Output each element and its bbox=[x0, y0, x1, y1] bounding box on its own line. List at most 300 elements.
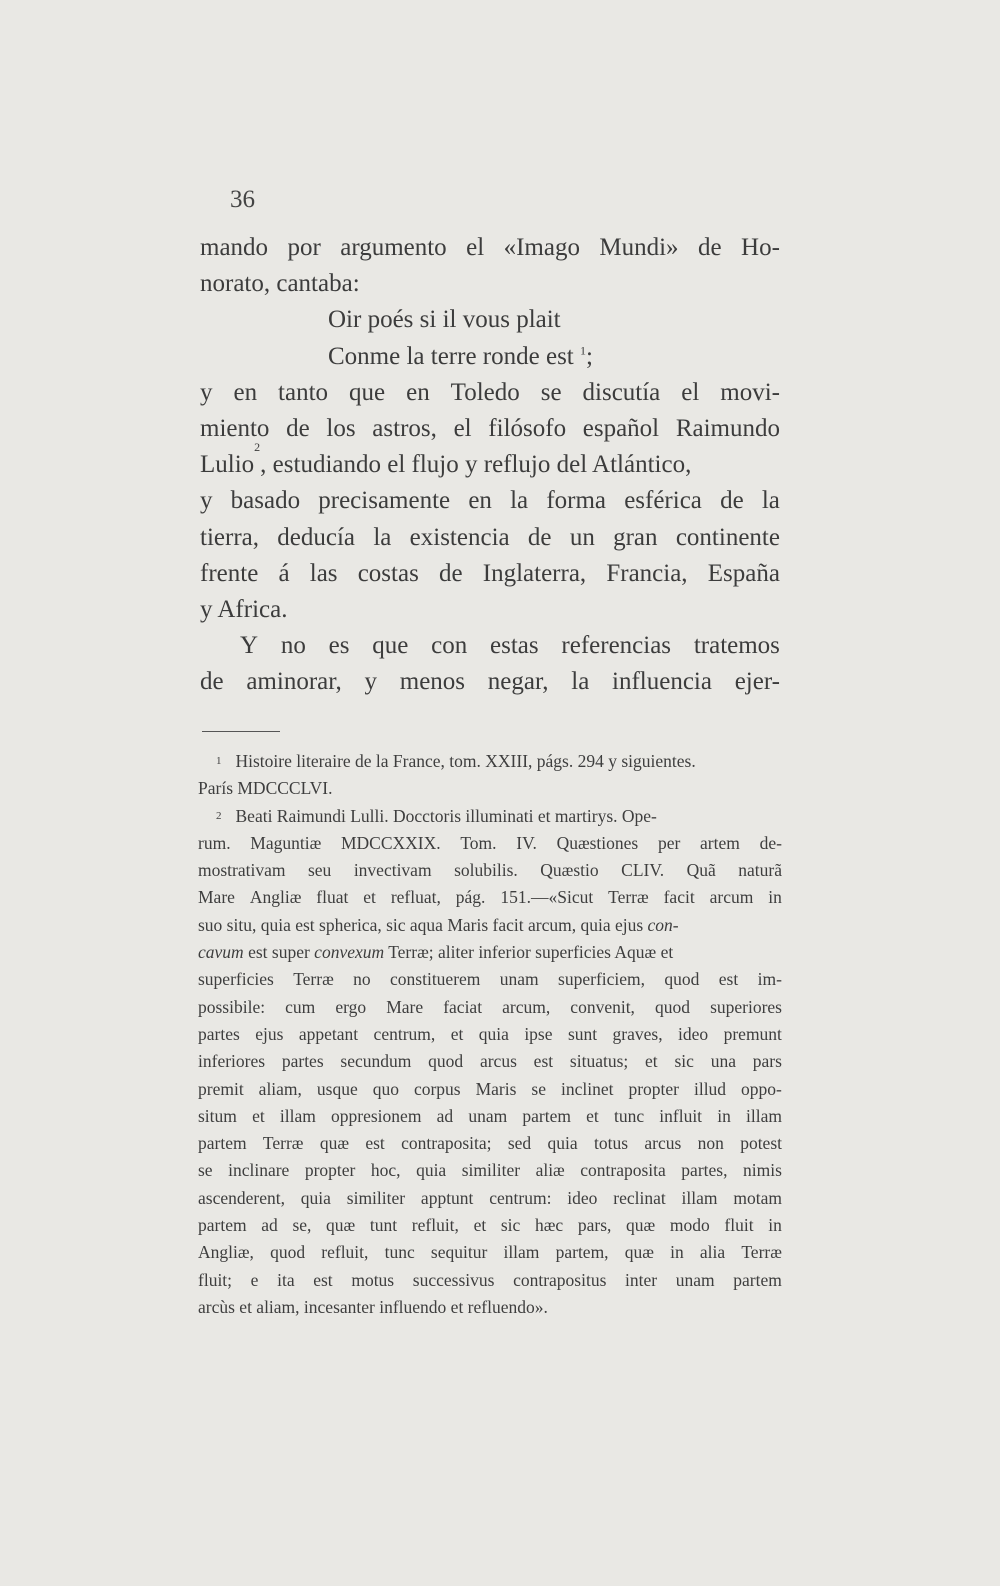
footnote-line bbox=[198, 939, 782, 966]
word: se, bbox=[292, 1215, 312, 1236]
word: CLIV. bbox=[621, 860, 665, 881]
text-line-content: y Africa. bbox=[200, 596, 288, 624]
word: precisamente bbox=[318, 487, 451, 515]
word: un bbox=[569, 523, 595, 551]
verse-line bbox=[200, 339, 780, 375]
word: propter bbox=[628, 1078, 679, 1099]
word: Terræ bbox=[293, 969, 334, 990]
italic-word: convexum bbox=[314, 942, 385, 963]
word: per bbox=[657, 832, 681, 853]
word: astros, bbox=[372, 415, 437, 443]
word: secundum bbox=[340, 1051, 412, 1072]
word: arcum, bbox=[502, 996, 551, 1017]
word: se bbox=[198, 1160, 213, 1181]
word: el bbox=[453, 415, 472, 443]
word: mando bbox=[200, 234, 269, 261]
word: pars, bbox=[577, 1215, 612, 1236]
word: centrum, bbox=[373, 1023, 436, 1044]
word: Angliæ bbox=[249, 887, 302, 908]
footnote-line bbox=[198, 830, 782, 857]
text-line bbox=[200, 592, 780, 628]
footnote-line bbox=[198, 994, 782, 1021]
text-line-content: , estudiando el flujo y reflujo del Atlántico, bbox=[260, 451, 692, 479]
word: contraposita bbox=[580, 1160, 666, 1181]
word: 151.—«Sicut bbox=[500, 887, 594, 908]
word: ad bbox=[261, 1215, 278, 1236]
word: unam bbox=[675, 1269, 715, 1290]
word: en bbox=[468, 487, 492, 515]
word: et bbox=[473, 1215, 487, 1236]
word: Toledo bbox=[450, 378, 520, 406]
word: gran bbox=[613, 523, 658, 551]
italic-word: con- bbox=[647, 914, 679, 935]
footnote-line bbox=[198, 775, 782, 802]
text-line bbox=[200, 375, 780, 411]
word: tunc bbox=[384, 1242, 415, 1263]
footnote-line bbox=[198, 1212, 782, 1239]
word: illam bbox=[279, 1105, 316, 1126]
footnote-text: Histoire literaire de la France, tom. XXIII, págs. 294 y siguientes. bbox=[235, 751, 696, 771]
word: solubilis. bbox=[454, 860, 518, 881]
word: se bbox=[540, 378, 562, 406]
text-line bbox=[200, 266, 780, 302]
footnote-text bbox=[198, 912, 679, 939]
word: ideo bbox=[678, 1023, 709, 1044]
word: oppo- bbox=[741, 1078, 782, 1099]
word: el bbox=[466, 234, 485, 261]
word: IV. bbox=[516, 832, 537, 853]
footnote-line bbox=[198, 1185, 782, 1212]
word: quod bbox=[270, 1242, 306, 1263]
word: argumento bbox=[340, 234, 447, 261]
text-line-content bbox=[200, 411, 780, 447]
word: illam bbox=[681, 1187, 718, 1208]
footnote-text bbox=[198, 884, 782, 911]
word: las bbox=[309, 559, 338, 587]
word: est bbox=[718, 969, 739, 990]
word: filósofo bbox=[488, 415, 567, 443]
word: existencia bbox=[409, 523, 510, 551]
word: artem bbox=[700, 832, 740, 853]
footnote-line bbox=[198, 857, 782, 884]
word: sunt bbox=[567, 1023, 598, 1044]
word: quia bbox=[478, 1023, 509, 1044]
word: quæ bbox=[326, 1215, 356, 1236]
word: miento bbox=[200, 415, 270, 443]
word: refluat, bbox=[390, 887, 441, 908]
word: Maris bbox=[475, 1078, 517, 1099]
footnote-text: París MDCCCLVI. bbox=[198, 778, 333, 799]
word: premit bbox=[198, 1078, 244, 1099]
word: Inglaterra, bbox=[482, 559, 587, 587]
word: corpus bbox=[413, 1078, 461, 1099]
word: Maguntiæ bbox=[250, 832, 322, 853]
word: forma bbox=[546, 487, 607, 515]
text-line-content: norato, cantaba: bbox=[200, 270, 360, 298]
word: propter bbox=[304, 1160, 356, 1181]
word: appetant bbox=[298, 1023, 359, 1044]
word: et bbox=[645, 1051, 658, 1072]
word: Quæstiones bbox=[556, 832, 639, 853]
word: no bbox=[280, 632, 306, 660]
word: in bbox=[717, 1105, 731, 1126]
word: hoc, bbox=[370, 1160, 401, 1181]
footnote-line bbox=[198, 966, 782, 993]
word: influencia bbox=[612, 668, 712, 696]
footnote-text bbox=[198, 1267, 782, 1294]
text-line-content bbox=[200, 664, 780, 700]
footnote-line bbox=[198, 1267, 782, 1294]
word: centrum: bbox=[489, 1187, 552, 1208]
word: quia bbox=[416, 1160, 447, 1181]
word: discutía bbox=[582, 378, 661, 406]
footnote-line bbox=[198, 803, 782, 830]
word: los bbox=[326, 415, 356, 443]
footnote-line bbox=[198, 1157, 782, 1184]
word: Terræ bbox=[262, 1133, 304, 1154]
word: de- bbox=[759, 832, 782, 853]
word: et bbox=[363, 887, 376, 908]
word: non bbox=[697, 1133, 724, 1154]
word: nimis bbox=[742, 1160, 782, 1181]
word: aminorar, bbox=[246, 668, 342, 696]
footnote-ref: 2 bbox=[254, 440, 261, 455]
word: unam bbox=[499, 969, 539, 990]
word: apptunt bbox=[420, 1187, 474, 1208]
word: Mundi» bbox=[599, 234, 679, 261]
word: arcus bbox=[479, 1051, 517, 1072]
footnote-line bbox=[198, 884, 782, 911]
footnote-line bbox=[198, 1130, 782, 1157]
word: partes bbox=[198, 1023, 240, 1044]
word: Quã bbox=[686, 860, 716, 881]
word: partes bbox=[281, 1051, 324, 1072]
text-line bbox=[200, 556, 780, 592]
word: costas bbox=[357, 559, 419, 587]
text-line-content bbox=[200, 556, 780, 592]
word: la bbox=[373, 523, 392, 551]
footnote-2 bbox=[198, 803, 657, 830]
word: ita bbox=[277, 1269, 295, 1290]
footnote-line bbox=[198, 1048, 782, 1075]
text-line-content bbox=[240, 628, 780, 664]
word: motus bbox=[351, 1269, 395, 1290]
footnote-text bbox=[198, 1212, 782, 1239]
word: partem bbox=[198, 1133, 247, 1154]
footnote-text bbox=[198, 1185, 782, 1212]
word: á bbox=[278, 559, 290, 587]
word: Terræ bbox=[741, 1242, 782, 1263]
word: Francia, bbox=[606, 559, 688, 587]
footnote-text bbox=[198, 1076, 782, 1103]
word: por bbox=[287, 234, 321, 261]
word: Terræ bbox=[608, 887, 649, 908]
word: de bbox=[438, 559, 463, 587]
word: tierra, bbox=[200, 523, 259, 551]
word: pars bbox=[752, 1051, 782, 1072]
footnote-line bbox=[198, 1239, 782, 1266]
word: Mare bbox=[198, 887, 235, 908]
word: quod bbox=[655, 996, 690, 1017]
word: ad bbox=[436, 1105, 454, 1126]
word: potest bbox=[740, 1133, 782, 1154]
text-line-content bbox=[200, 230, 780, 266]
word: no bbox=[353, 969, 371, 990]
footnote-1 bbox=[198, 748, 696, 775]
word: Tom. bbox=[460, 832, 497, 853]
word: invectivam bbox=[353, 860, 432, 881]
word: que bbox=[349, 378, 386, 406]
text-line bbox=[200, 483, 780, 519]
word: oppresionem bbox=[331, 1105, 422, 1126]
word: illud bbox=[693, 1078, 727, 1099]
verse-line: Oir poés si il vous plait bbox=[328, 306, 561, 334]
word: el bbox=[681, 378, 700, 406]
word: España bbox=[707, 559, 780, 587]
word: aliæ bbox=[535, 1160, 565, 1181]
word: de bbox=[697, 234, 722, 261]
word: de bbox=[527, 523, 552, 551]
main-text bbox=[200, 230, 780, 701]
word: que bbox=[372, 632, 409, 660]
word: quia bbox=[547, 1133, 578, 1154]
text-line-content bbox=[200, 520, 780, 556]
word: Ho- bbox=[741, 234, 780, 261]
word: partem, bbox=[555, 1242, 609, 1263]
word: partes, bbox=[681, 1160, 728, 1181]
word: similiter bbox=[346, 1187, 406, 1208]
word: tratemos bbox=[693, 632, 780, 660]
word: contrapositus bbox=[513, 1269, 607, 1290]
word: la bbox=[761, 487, 780, 515]
word: pág. bbox=[455, 887, 486, 908]
word: contraposita; bbox=[401, 1133, 492, 1154]
word: graves, bbox=[612, 1023, 663, 1044]
word: refluit, bbox=[411, 1215, 459, 1236]
word: usque bbox=[316, 1078, 358, 1099]
word: referencias bbox=[561, 632, 672, 660]
word: es bbox=[328, 632, 350, 660]
word: superficiem, bbox=[558, 969, 646, 990]
text-line-content bbox=[200, 483, 780, 519]
word: de bbox=[200, 668, 224, 696]
text-line bbox=[200, 230, 780, 266]
word: naturã bbox=[738, 860, 782, 881]
word: ideo bbox=[567, 1187, 598, 1208]
word: convenit, bbox=[570, 996, 635, 1017]
word: hæc bbox=[534, 1215, 564, 1236]
word: en bbox=[233, 378, 258, 406]
word: en bbox=[406, 378, 430, 406]
word: inferiores bbox=[198, 1051, 266, 1072]
word: est bbox=[313, 1269, 333, 1290]
footnote-text bbox=[198, 830, 782, 857]
word: influit bbox=[659, 1105, 703, 1126]
footnote-text bbox=[198, 1130, 782, 1157]
word: quæ bbox=[626, 1215, 656, 1236]
word: situatus; bbox=[569, 1051, 629, 1072]
word: similiter bbox=[461, 1160, 521, 1181]
word: Quæstio bbox=[540, 860, 599, 881]
word: aliam, bbox=[258, 1078, 302, 1099]
word: español bbox=[582, 415, 660, 443]
word: illam bbox=[503, 1242, 540, 1263]
footnote-text: Beati Raimundi Lulli. Docctoris illuminati et martirys. Ope- bbox=[235, 805, 657, 826]
word: cum bbox=[285, 996, 316, 1017]
footnote-number: 1 bbox=[216, 755, 222, 767]
word: con bbox=[431, 632, 468, 660]
footnote-text bbox=[198, 1239, 782, 1266]
word: reclinat bbox=[613, 1187, 666, 1208]
word: partem bbox=[522, 1105, 571, 1126]
text-line bbox=[200, 520, 780, 556]
footnote-text bbox=[198, 966, 782, 993]
word: in bbox=[768, 1215, 782, 1236]
footnote-text bbox=[198, 1021, 782, 1048]
word: fluat bbox=[316, 887, 349, 908]
footnote-text bbox=[198, 939, 673, 966]
word: esférica bbox=[624, 487, 702, 515]
footnote-text bbox=[198, 994, 782, 1021]
word: e bbox=[250, 1269, 259, 1290]
word: una bbox=[710, 1051, 736, 1072]
word: tanto bbox=[278, 378, 329, 406]
word: premunt bbox=[723, 1023, 782, 1044]
word: y bbox=[364, 668, 378, 696]
footnote-text-part: Terræ; aliter inferior superficies Aquæ et bbox=[384, 942, 674, 963]
word: quod bbox=[428, 1051, 464, 1072]
word: de bbox=[720, 487, 744, 515]
word: sed bbox=[507, 1133, 532, 1154]
footnote-ref: 1 bbox=[580, 343, 586, 358]
word: seu bbox=[307, 860, 332, 881]
word: sic bbox=[500, 1215, 521, 1236]
text-line bbox=[200, 411, 780, 447]
verse-text: Conme la terre ronde est bbox=[328, 342, 574, 370]
word: quia bbox=[300, 1187, 331, 1208]
text-word: Lulio bbox=[200, 451, 255, 479]
word: deducía bbox=[277, 523, 356, 551]
page-number: 36 bbox=[230, 186, 255, 213]
word: partem bbox=[733, 1269, 782, 1290]
word: mostrativam bbox=[198, 860, 286, 881]
word: MDCCXXIX. bbox=[340, 832, 441, 853]
word: successivus bbox=[412, 1269, 495, 1290]
text-line bbox=[200, 628, 780, 664]
footnote-text-part: suo situ, quia est spherica, sic aqua Maris facit arcum, quia ejus bbox=[198, 914, 644, 935]
word: faciat bbox=[443, 996, 483, 1017]
word: et bbox=[252, 1105, 265, 1126]
footnote-text: arcùs et aliam, incesanter influendo et refluendo». bbox=[198, 1296, 548, 1317]
text-line bbox=[200, 440, 780, 483]
word: ascenderent, bbox=[198, 1187, 285, 1208]
word: ipse bbox=[524, 1023, 553, 1044]
footnote-text-part: est super bbox=[243, 942, 315, 963]
word: facit bbox=[663, 887, 695, 908]
word: «Imago bbox=[503, 234, 580, 261]
word: superiores bbox=[710, 996, 782, 1017]
word: fluit bbox=[724, 1215, 754, 1236]
footnotes bbox=[198, 748, 782, 1321]
word: Raimundo bbox=[675, 415, 780, 443]
footnote-line bbox=[198, 1076, 782, 1103]
footnote-line bbox=[198, 1021, 782, 1048]
word: modo bbox=[669, 1215, 710, 1236]
word: est bbox=[533, 1051, 554, 1072]
italic-word: cavum bbox=[198, 942, 244, 963]
word: sic bbox=[674, 1051, 694, 1072]
word: motam bbox=[733, 1187, 782, 1208]
word: Mare bbox=[386, 996, 424, 1017]
word: arcus bbox=[644, 1133, 682, 1154]
word: quæ bbox=[624, 1242, 654, 1263]
word: inter bbox=[625, 1269, 658, 1290]
word: illam bbox=[746, 1105, 782, 1126]
word: continente bbox=[675, 523, 780, 551]
word: quæ bbox=[319, 1133, 350, 1154]
word: rum. bbox=[198, 832, 231, 853]
word: de bbox=[286, 415, 310, 443]
word: tunt bbox=[369, 1215, 398, 1236]
word: constituerem bbox=[390, 969, 481, 990]
word: menos bbox=[399, 668, 466, 696]
word: situm bbox=[198, 1105, 237, 1126]
word: totus bbox=[593, 1133, 629, 1154]
word: quo bbox=[372, 1078, 399, 1099]
word: ergo bbox=[335, 996, 367, 1017]
word: inclinare bbox=[228, 1160, 290, 1181]
word: possibile: bbox=[198, 996, 266, 1017]
word: Angliæ, bbox=[198, 1242, 254, 1263]
word: inclinet bbox=[560, 1078, 614, 1099]
footnote-line bbox=[198, 1103, 782, 1130]
verse-punct: ; bbox=[586, 342, 593, 370]
word: basado bbox=[230, 487, 301, 515]
word: quod bbox=[664, 969, 700, 990]
footnote-line bbox=[198, 1294, 782, 1321]
word: ejer- bbox=[734, 668, 780, 696]
word: sequitur bbox=[430, 1242, 488, 1263]
word: et bbox=[586, 1105, 599, 1126]
word: im- bbox=[757, 969, 782, 990]
word: movi- bbox=[720, 378, 780, 406]
word: partem bbox=[198, 1215, 247, 1236]
footnote-text bbox=[198, 1157, 782, 1184]
footnote-separator bbox=[202, 731, 280, 732]
word: ejus bbox=[255, 1023, 284, 1044]
text-line-content bbox=[200, 375, 780, 411]
word: la bbox=[571, 668, 590, 696]
footnote-line bbox=[198, 912, 782, 939]
word: unam bbox=[468, 1105, 508, 1126]
word: frente bbox=[200, 559, 259, 587]
footnote-number: 2 bbox=[216, 809, 222, 822]
word: in bbox=[768, 887, 782, 908]
word: y bbox=[200, 378, 213, 406]
word: est bbox=[365, 1133, 385, 1154]
word: se bbox=[531, 1078, 546, 1099]
footnote-text bbox=[198, 1048, 782, 1075]
word: refluit, bbox=[321, 1242, 369, 1263]
word: tunc bbox=[613, 1105, 645, 1126]
word: superficies bbox=[198, 969, 274, 990]
word: Y bbox=[240, 632, 259, 660]
footnote-text bbox=[198, 857, 782, 884]
word: in bbox=[670, 1242, 684, 1263]
word: y bbox=[200, 487, 213, 515]
word: fluit; bbox=[198, 1269, 233, 1290]
text-line bbox=[200, 664, 780, 700]
